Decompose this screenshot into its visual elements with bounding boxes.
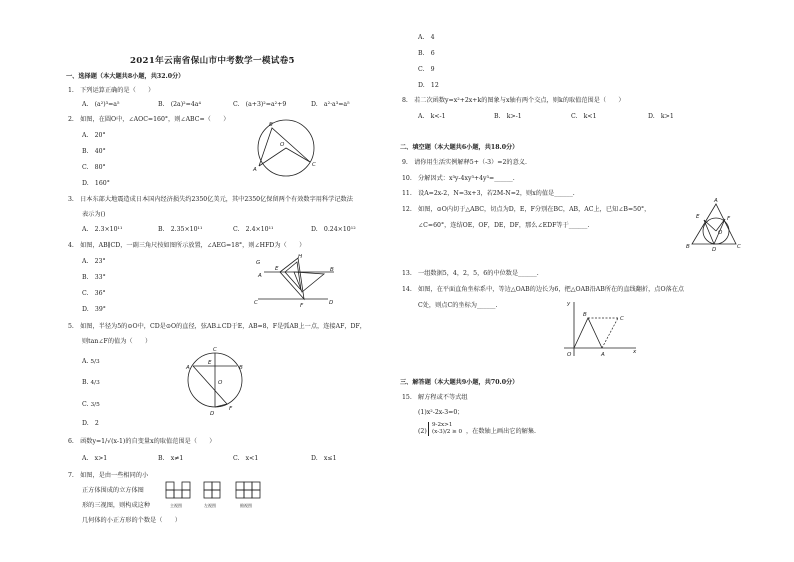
section-answer-heading: 三、解答题（本大题共9小题，共70.0分） (400, 379, 519, 386)
q2-option-b: B. 40° (82, 148, 106, 155)
q12-label-f: F (727, 216, 731, 222)
q15-stem: 15. 解方程或不等式组 (402, 394, 468, 401)
q2-label-b: B (269, 122, 273, 128)
q2-option-a: A. 20° (82, 132, 106, 139)
q4-option-c: C. 36° (82, 290, 106, 297)
q12-label-c: C (737, 244, 741, 250)
q7-option-a: A. 4 (418, 34, 435, 41)
q15-part2-instruction: ，在数轴上画出它的解集. (466, 428, 537, 435)
q2-stem: 2. 如图，在圆O中，∠AOC=160°，则∠ABC=（ ） (68, 116, 230, 123)
q7-stem-line2: 正方体围成的立方体图 (82, 487, 144, 494)
q4-label-a: A (258, 273, 262, 279)
q15-inequality-1: 9-2x>1 (432, 422, 453, 428)
q5-stem-line2: 则tan∠F的值为（ ） (82, 338, 152, 345)
q14-stem-line2: C处，则点C的坐标为______. (418, 302, 498, 309)
q15-part1: (1)x²-2x-3=0； (418, 409, 464, 416)
q14-label-x: x (633, 349, 637, 355)
q4-option-b: B. 33° (82, 274, 106, 281)
q10-stem: 10. 分解因式：x³y-4xy³+4y³=______. (402, 175, 515, 182)
q1-option-d: D. a²·a³=a⁵ (311, 101, 350, 108)
q7-front-view-label: 主视图 (170, 503, 182, 508)
q12-stem-line1: 12. 如图，⊙O内切于△ABC，切点为D，E，F分别在BC，AB，AC上，已知∠B=50°， (402, 206, 651, 213)
q5-label-f: F (229, 406, 233, 412)
q14-label-o: O (567, 352, 572, 358)
q4-set-square-1 (280, 258, 304, 299)
q5-circle-figure (183, 344, 245, 416)
q4-label-b: B (330, 267, 334, 273)
q7-stem-line1: 7. 如图，是由一些相同的小 (68, 472, 149, 479)
q12-label-d: D (712, 247, 717, 253)
q6-stem: 6. 函数y=1/√(x-1)的自变量x的取值范围是（ ） (68, 438, 216, 445)
q6-option-d: D. x≤1 (311, 455, 337, 462)
q14-label-y: y (567, 301, 571, 307)
q12-triangle-abc (692, 204, 736, 244)
q7-front-view (166, 482, 190, 498)
q5-option-d: D. 2 (82, 420, 99, 427)
q7-top-view (236, 482, 260, 498)
q5-stem-line1: 5. 如图，半径为5的⊙O中，CD是⊙O的直径，弦AB⊥CD于E，AB=8，F是弧AB上一点，连接AF，DF， (68, 323, 366, 330)
q3-stem-line1: 3. 日本东部大地震造成日本国内经济损失约2350亿美元，其中2350亿保留两个有效数字用科学记数法 (68, 196, 353, 203)
q5-label-c: C (213, 347, 217, 353)
q8-option-a: A. k<-1 (418, 113, 446, 120)
q8-option-c: C. k<1 (571, 113, 597, 120)
q14-label-a: A (601, 352, 605, 358)
q14-label-c: C (620, 316, 624, 322)
q6-option-a: A. x>1 (82, 455, 108, 462)
q4-label-f: F (300, 303, 304, 309)
q12-label-a: A (714, 198, 718, 204)
q2-option-d: D. 160° (82, 180, 110, 187)
q4-label-d: D (329, 300, 334, 306)
q5-label-e: E (208, 360, 212, 366)
q3-option-d: D. 0.24×10¹² (311, 226, 356, 233)
q5-label-a: A (186, 365, 190, 371)
q3-stem-line2: 表示为() (82, 211, 106, 218)
q12-label-e: E (696, 214, 700, 220)
q12-label-b: B (686, 244, 690, 250)
q4-option-d: D. 39° (82, 306, 106, 313)
q15-part2-label: (2) (418, 428, 427, 435)
q12-incircle-figure (684, 196, 744, 252)
q14-dashed-ac (602, 318, 618, 348)
q6-option-b: B. x≠1 (158, 455, 184, 462)
q7-stem-line4: 几何体的小正方形的个数是（ ） (82, 517, 181, 524)
q7-stem-line3: 形的三视图，则构成这种 (82, 502, 151, 509)
q2-circle-figure (244, 118, 326, 178)
q4-label-e: E (275, 266, 279, 272)
section-choice-heading: 一、选择题（本大题共8小题，共32.0分） (66, 73, 185, 80)
q15-inequality-2: (x-3)/2 ≥ 0 (432, 429, 463, 435)
q14-triangle-oab (574, 318, 602, 348)
q4-stem: 4. 如图，AB∥CD，一副三角尺按如图所示放置，∠AEG=18°，则∠HFD为（ ） (68, 242, 306, 249)
q8-option-d: D. k>1 (648, 113, 674, 120)
q12-stem-line2: ∠C=60°，连结OE，OF，DE，DF，那么∠EDF等于______. (418, 222, 590, 229)
q3-option-a: A. 2.3×10¹¹ (82, 226, 123, 233)
q4-label-c: C (254, 300, 258, 306)
q2-label-o: O (280, 142, 285, 148)
q11-stem: 11. 设A=2x-2，N=3x+3，若2M-N=2，则x的值是______. (402, 190, 575, 197)
page-title: 2021年云南省保山市中考数学一模试卷5 (130, 56, 295, 66)
q15-inequality-system (428, 422, 462, 436)
q4-label-g: G (256, 260, 261, 266)
q1-option-c: C. (a+3)²=a²+9 (233, 101, 287, 108)
q3-option-b: B. 2.35×10¹¹ (158, 226, 203, 233)
q12-label-o: O (718, 230, 723, 236)
q5-label-o: O (218, 380, 223, 386)
q1-option-a: A. (a²)³=a⁵ (82, 101, 120, 108)
q6-option-c: C. x<1 (233, 455, 259, 462)
q2-radii (259, 148, 310, 166)
q14-coordinate-figure (560, 298, 640, 360)
q7-side-view (204, 482, 220, 498)
q2-option-c: C. 80° (82, 164, 106, 171)
q1-stem: 1. 下列运算正确的是（ ） (68, 87, 155, 94)
q3-option-c: C. 2.4×10¹¹ (233, 226, 274, 233)
q4-option-a: A. 23° (82, 258, 106, 265)
q4-label-h: H (298, 254, 303, 260)
q8-option-b: B. k>-1 (494, 113, 522, 120)
q5-option-b: B. 4/3 (82, 379, 100, 386)
q7-top-view-label: 俯视图 (240, 503, 252, 508)
q7-option-b: B. 6 (418, 50, 435, 57)
q5-option-c: C. 3/5 (82, 401, 100, 408)
q1-option-b: B. (2a)²=4a⁴ (158, 101, 201, 108)
q14-label-b: B (583, 312, 587, 318)
q5-label-b: B (239, 365, 243, 371)
q5-label-d: D (210, 411, 215, 417)
q7-option-c: C. 9 (418, 66, 435, 73)
q2-label-a: A (253, 167, 257, 173)
q4-triangles-figure (254, 252, 338, 310)
q13-stem: 13. 一组数据5，4，2，5，6的中位数是______. (402, 270, 539, 277)
q7-side-view-label: 左视图 (204, 503, 216, 508)
q2-chords (259, 128, 310, 166)
section-fill-heading: 二、填空题（本大题共6小题，共18.0分） (400, 144, 519, 151)
q2-label-c: C (312, 162, 316, 168)
q7-option-d: D. 12 (418, 82, 439, 89)
q7-three-views-figure (160, 478, 272, 512)
q5-option-a: A. 5/3 (82, 358, 100, 365)
q9-stem: 9. 请你用生活实例解释5+（-3）=2的意义. (402, 159, 527, 166)
q14-stem-line1: 14. 如图，在平面直角坐标系中，等边△OAB的边长为6，把△OAB沿AB所在的直线翻折，点O落在点 (402, 286, 685, 293)
q8-stem: 8. 若二次函数y=x²+2x+k的图象与x轴有两个交点，则k的取值范围是（ ） (402, 97, 625, 104)
